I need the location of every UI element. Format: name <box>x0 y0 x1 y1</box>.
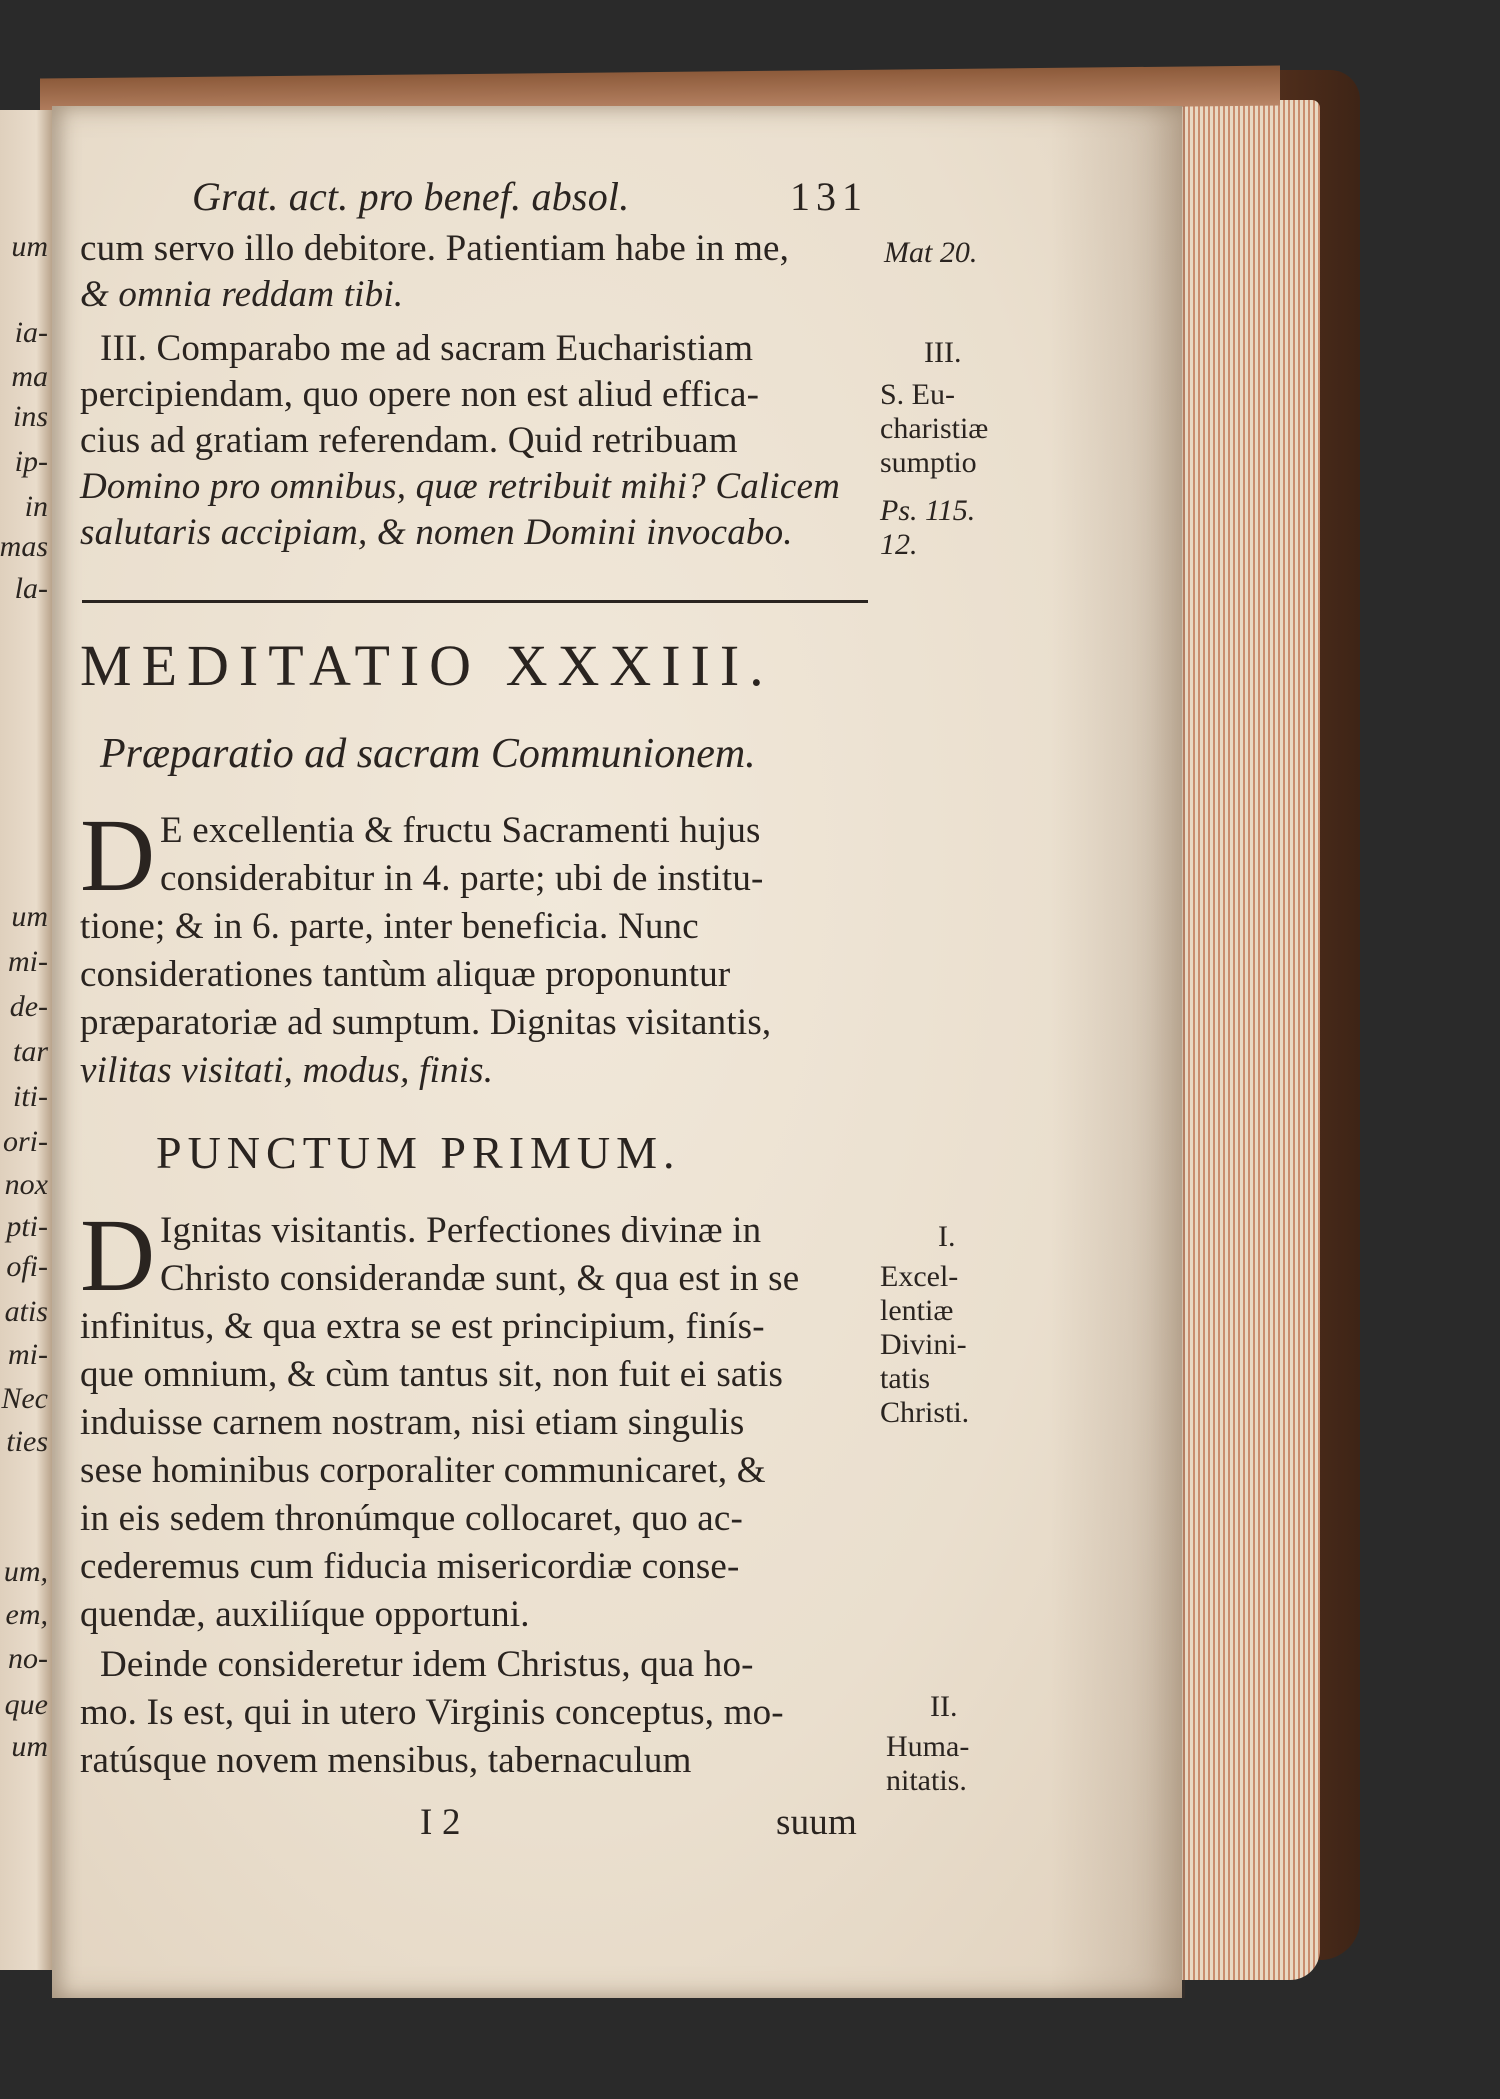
margin-note-line: Divini- <box>880 1328 967 1361</box>
text-line: cum servo illo debitore. Patientiam habe in me, <box>80 228 790 269</box>
left-fragment: um, <box>3 1555 48 1588</box>
margin-note-number: II. <box>930 1690 958 1723</box>
left-fragment: ofi- <box>6 1250 48 1283</box>
margin-note-line: 12. <box>880 528 918 561</box>
margin-note <box>886 1730 969 1798</box>
left-fragment: mas <box>0 530 48 563</box>
margin-note <box>880 378 988 480</box>
text-line: Ignitas visitantis. Perfectiones divinæ in <box>160 1210 762 1251</box>
left-fragment: ip- <box>14 445 48 478</box>
text-line: salutaris accipiam, & nomen Domini invocabo. <box>80 512 793 553</box>
punctum-heading: PUNCTUM PRIMUM. <box>156 1127 681 1178</box>
left-fragment: mi- <box>8 945 48 978</box>
text-line: quendæ, auxiliíque opportuni. <box>80 1594 530 1635</box>
margin-note-line: Huma- <box>886 1730 970 1763</box>
text-line: E excellentia & fructu Sacramenti hujus <box>160 810 761 851</box>
margin-note-line: Christi. <box>880 1396 970 1429</box>
meditatio-subheading: Præparatio ad sacram Communionem. <box>100 731 756 777</box>
text-line: sese hominibus corporaliter communicaret, & <box>80 1450 766 1491</box>
left-fragment: iti- <box>13 1080 48 1113</box>
text-line: induisse carnem nostram, nisi etiam singulis <box>80 1402 745 1443</box>
drop-cap: D <box>80 1198 156 1313</box>
left-fragment: atis <box>4 1295 48 1328</box>
left-fragment: um <box>11 900 48 933</box>
margin-note-line: tatis <box>880 1362 930 1395</box>
left-fragment: ties <box>6 1425 48 1458</box>
margin-note-number: III. <box>924 336 962 369</box>
left-fragment: Nec <box>1 1382 48 1415</box>
margin-note-mat: Mat 20. <box>884 236 978 269</box>
left-fragment: ia- <box>14 316 48 349</box>
margin-note-psalm <box>880 494 975 562</box>
left-fragment: mi- <box>8 1338 48 1371</box>
margin-note-line: Ps. 115. <box>880 494 976 527</box>
margin-note-line: charistiæ <box>880 412 989 445</box>
running-head-title: Grat. act. pro benef. absol. <box>192 174 630 219</box>
text-line: ratúsque novem mensibus, tabernaculum <box>80 1740 692 1781</box>
text-line: Deinde consideretur idem Christus, qua ho- <box>100 1644 754 1685</box>
text-line: percipiendam, quo opere non est aliud effica- <box>80 374 760 415</box>
meditatio-heading: MEDITATIO XXXIII. <box>80 633 774 698</box>
text-line: & omnia reddam tibi. <box>80 274 404 315</box>
left-fragment: um <box>11 1730 48 1763</box>
left-fragment: tar <box>12 1035 48 1068</box>
left-fragment: nox <box>4 1168 48 1201</box>
left-fragment: pti- <box>6 1210 48 1243</box>
margin-note-number: I. <box>938 1220 956 1253</box>
text-line: Christo considerandæ sunt, & qua est in se <box>160 1258 800 1299</box>
left-fragment: que <box>4 1688 48 1721</box>
text-line: mo. Is est, qui in utero Virginis conceptus, mo- <box>80 1692 784 1733</box>
text-line: cius ad gratiam referendam. Quid retribuam <box>80 420 738 461</box>
text-line: in eis sedem thronúmque collocaret, quo ac- <box>80 1498 744 1539</box>
text-line: præparatoriæ ad sumptum. Dignitas visitantis, <box>80 1002 772 1043</box>
text-line: infinitus, & qua extra se est principium, finís- <box>80 1306 765 1347</box>
text-line: considerabitur in 4. parte; ubi de institu- <box>160 858 764 899</box>
previous-page-sliver <box>0 110 52 1970</box>
left-fragment: em, <box>5 1598 48 1631</box>
left-fragment: in <box>24 490 48 523</box>
left-fragment: ins <box>12 400 48 433</box>
left-fragment: de- <box>9 990 48 1023</box>
signature-mark: I 2 <box>420 1802 461 1843</box>
text-line: vilitas visitati, modus, finis. <box>80 1050 494 1091</box>
margin-note-line: sumptio <box>880 446 977 479</box>
catchword: suum <box>776 1802 857 1843</box>
margin-note-line: S. Eu- <box>880 378 955 411</box>
text-line: III. Comparabo me ad sacram Eucharistiam <box>100 328 754 369</box>
left-fragment: ma <box>11 360 48 393</box>
drop-cap: D <box>80 798 156 913</box>
text-line: Domino pro omnibus, quæ retribuit mihi? Calicem <box>80 466 841 507</box>
left-fragment: ori- <box>3 1125 48 1158</box>
text-line: tione; & in 6. parte, inter beneficia. Nunc <box>80 906 699 947</box>
text-line: cederemus cum fiducia misericordiæ conse- <box>80 1546 740 1587</box>
section-rule <box>82 600 868 603</box>
margin-note-line: lentiæ <box>880 1294 954 1327</box>
margin-note-line: Excel- <box>880 1260 959 1293</box>
left-fragment: um <box>11 230 48 263</box>
text-line: considerationes tantùm aliquæ proponuntur <box>80 954 731 995</box>
page-number: 131 <box>790 174 868 219</box>
left-fragment: la- <box>14 572 48 605</box>
page-curve-shadow <box>1050 106 1185 1998</box>
text-line: que omnium, & cùm tantus sit, non fuit ei satis <box>80 1354 784 1395</box>
margin-note-line: nitatis. <box>886 1764 967 1797</box>
margin-note <box>880 1260 969 1430</box>
left-fragment: no- <box>8 1642 48 1675</box>
